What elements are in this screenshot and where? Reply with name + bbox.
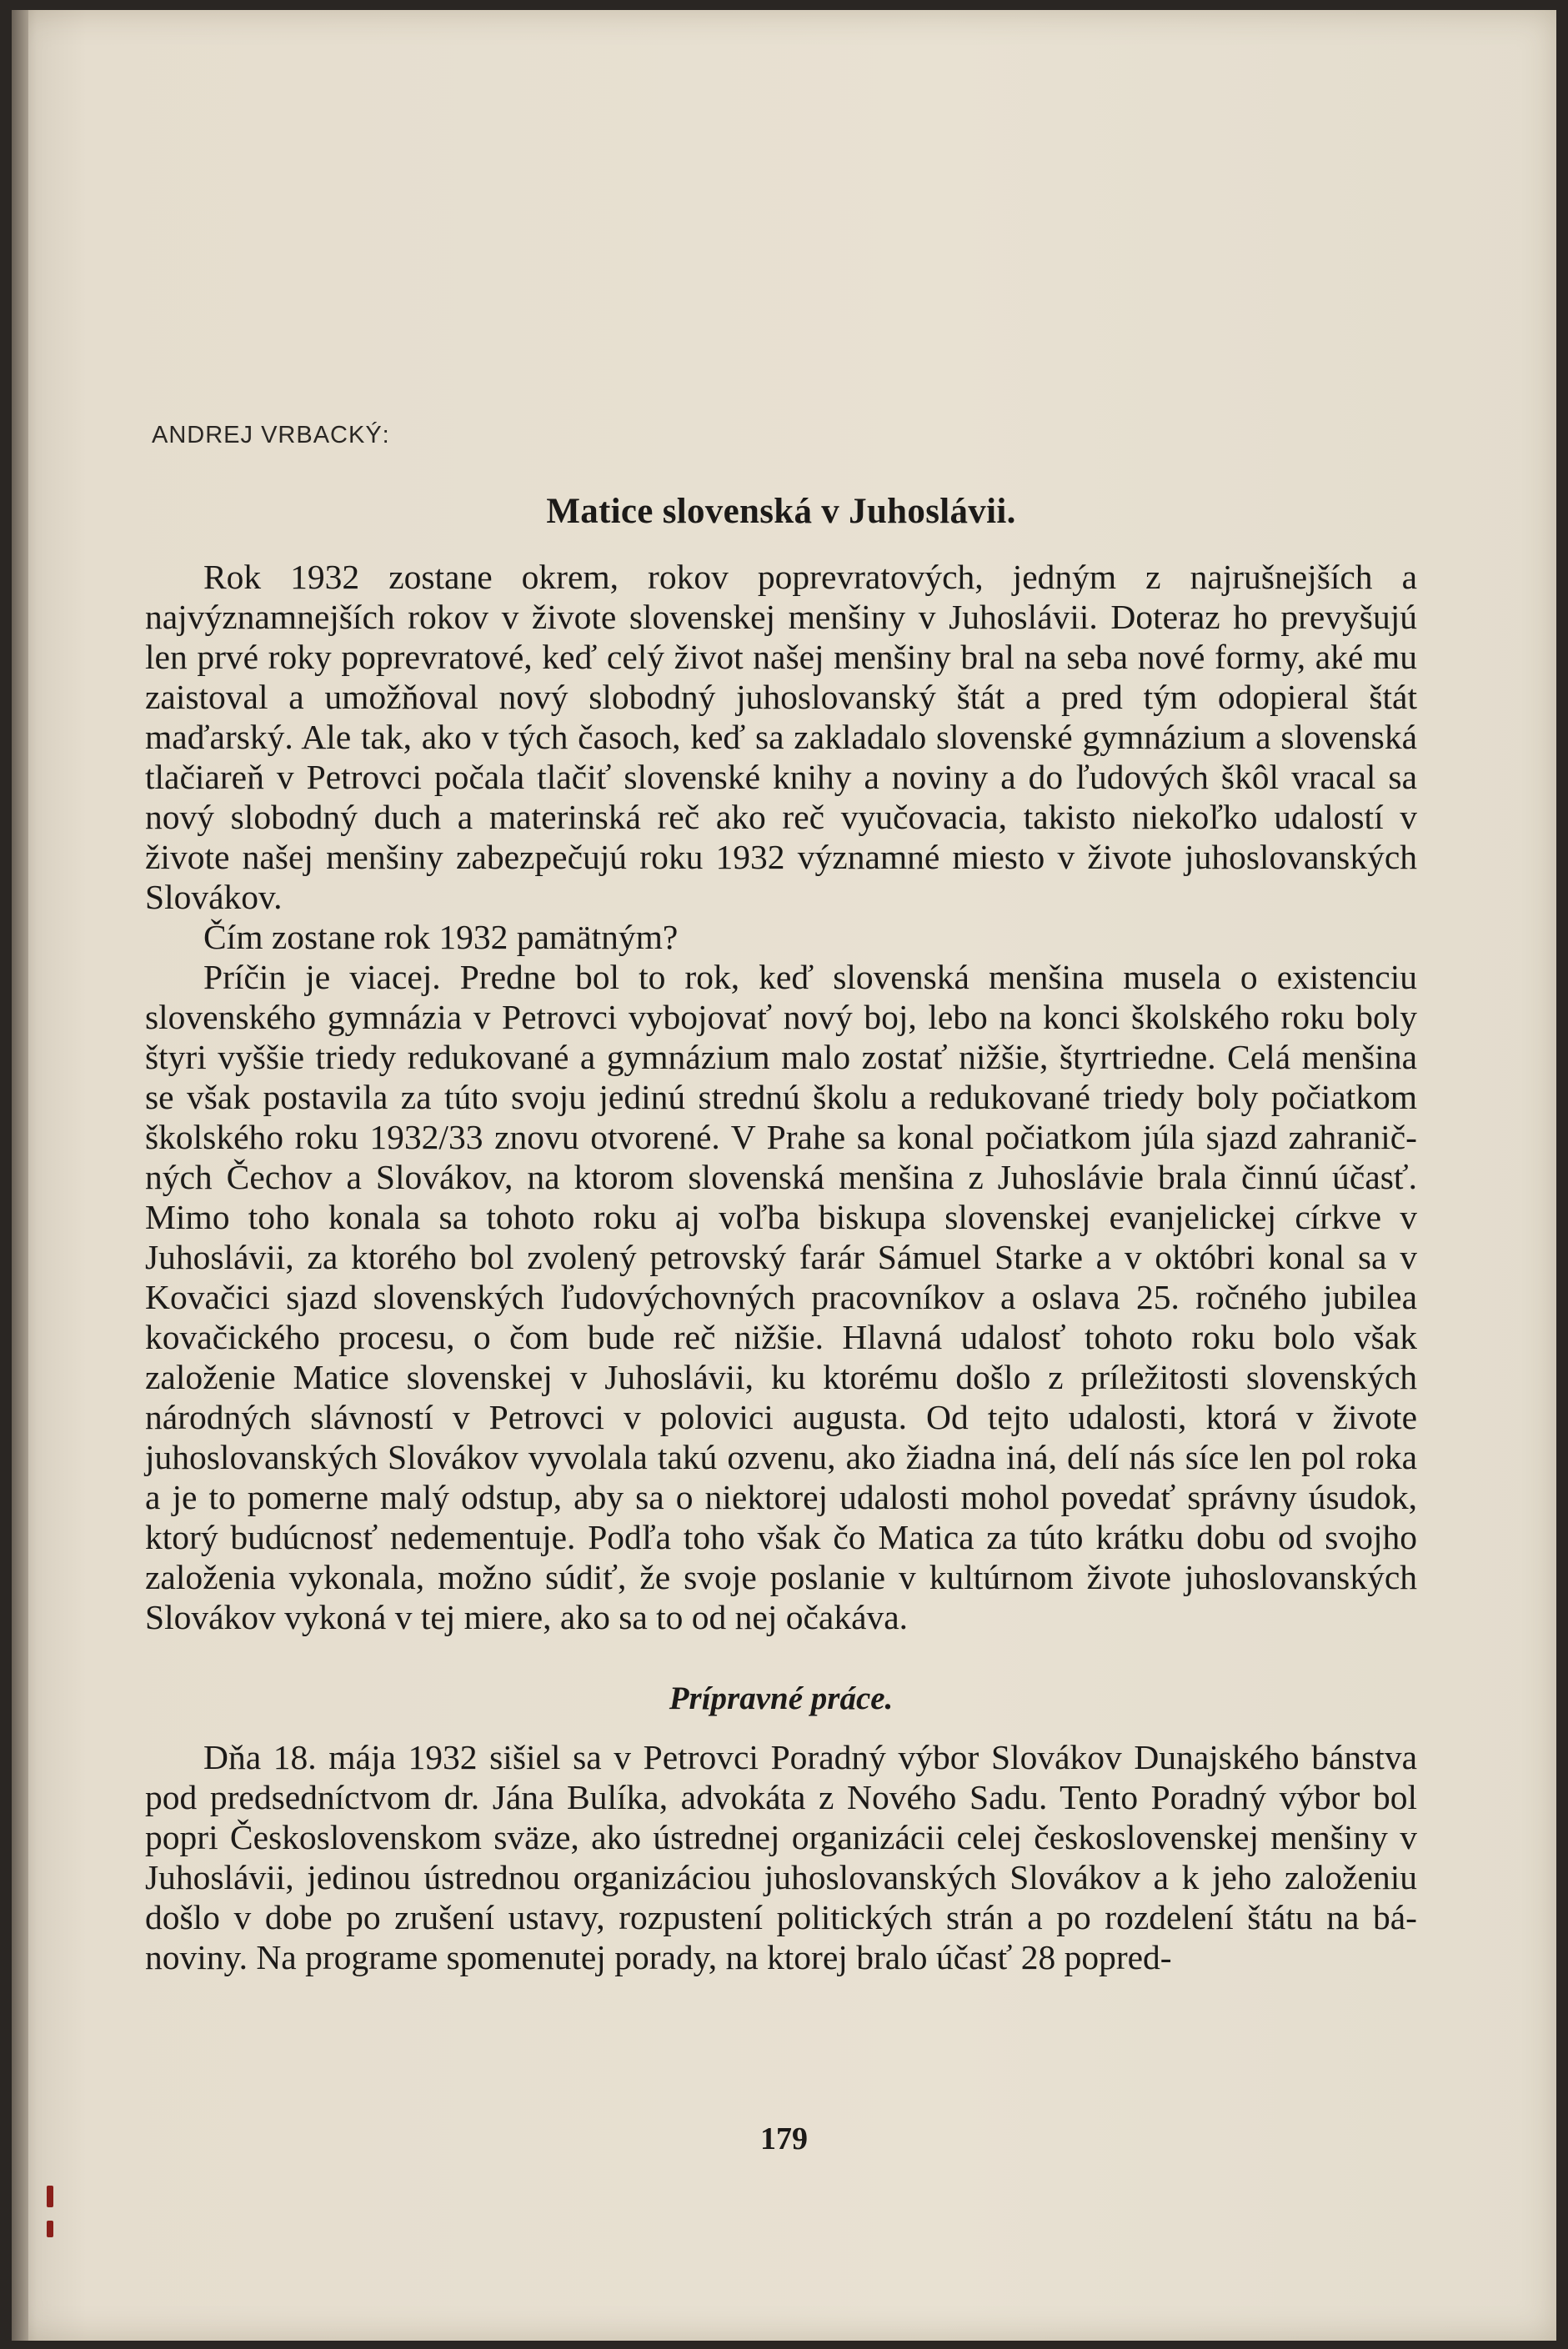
paragraph: Čím zostane rok 1932 pamätným? [203, 918, 679, 956]
section-heading: Prípravné práce. [669, 1680, 894, 1716]
page-number: 179 [760, 2121, 808, 2156]
author-line: ANDREJ VRBACKÝ: [152, 422, 390, 448]
paragraph: Príčin je viacej. Predne bol to rok, keď slovenská menšina musela o existenciu slovenského gymnázia v Petrovci vybojovať nový boj, lebo na konci školského roku boly štyri vyššie triedy redukované a gymnázium malo zostať nižšie, štyrtriedne. Celá menšina se však postavila za túto svoju jedinú strednú školu a redukované triedy boly počiatkom školského roku 1932/33 znovu otvorené. V Prahe sa konal počiatkom júla sjazd zahraničných Čechov a Slovákov, na ktorom slovenská menšina z Juhoslávie brala činnú účasť. Mimo toho konala sa tohoto roku aj voľba biskupa slovenskej evanjelickej církve v Juhoslávii, za ktorého bol zvolený petrovský farár Sámuel Starke a v októbri konal sa v Kovačici sjazd slovenských ľudovýchovných pracovníkov a oslava 25. ročného jubilea kovačického procesu, o čom bude reč nižšie. Hlavná udalosť tohoto roku bolo však založenie Matice slovenskej v Juhoslávii, ku ktorému došlo z príležitosti slovenských národných slávností v Petrovci v polovici augusta. Od tejto udalosti, ktorá v živote juhoslovanských Slovákov vyvolala takú ozvenu, ako žiadna iná, delí nás síce len pol roka a je to pomerne malý odstup, aby sa o niektorej udalosti mohol povedať správny úsudok, ktorý budúcnosť nedementuje. Podľa toho však čo Matica za túto krátku dobu od svojho založenia vykonala, možno súdiť, že svoje poslanie v kultúrnom živote juhoslovanských Slovákov vykoná v tej miere, ako sa to od nej očakáva. [145, 958, 1417, 1636]
paragraph: Dňa 18. mája 1932 sišiel sa v Petrovci Poradný výbor Slovákov Dunajského bánstva pod predsedníctvom dr. Jána Bulíka, advokáta z Nového Sadu. Tento Poradný výbor bol popri Československom sväze, ako ústrednej organizácii celej československej menšiny v Juhoslávii, jedinou ústrednou organizáciou juhoslovanských Slovákov a k jeho založeniu došlo v dobe po zrušení ustavy, rozpustení politických strán a po rozdelení štátu na bánoviny. Na programe spomenutej porady, na ktorej bralo účasť 28 popred- [145, 1738, 1417, 1976]
paragraph: Rok 1932 zostane okrem, rokov poprevratových, jedným z najrušnejších a najvýznamnejších rokov v živote slovenskej menšiny v Juhoslávii. Doteraz ho prevyšujú len prvé roky poprevratové, keď celý život našej menšiny bral na seba nové formy, aké mu zaistoval a umožňoval nový slobodný juhoslovanský štát a pred tým odopieral štát maďarský. Ale tak, ako v tých časoch, keď sa zakladalo slovenské gymnázium a slovenská tlačiareň v Petrovci počala tlačiť slovenské knihy a noviny a do ľudových škôl vracal sa nový slobodný duch a materinská reč ako reč vyučovacia, takisto niekoľko udalostí v živote našej menšiny zabezpečujú roku 1932 významné miesto v živote juhoslovanských Slovákov. [145, 558, 1417, 916]
bookmark-mark [47, 2221, 53, 2237]
bookmark-mark [47, 2186, 53, 2207]
article-title: Matice slovenská v Juhoslávii. [546, 492, 1016, 531]
page-binding-edge [12, 10, 28, 2341]
article [145, 415, 1417, 1977]
book-page [12, 10, 1556, 2341]
